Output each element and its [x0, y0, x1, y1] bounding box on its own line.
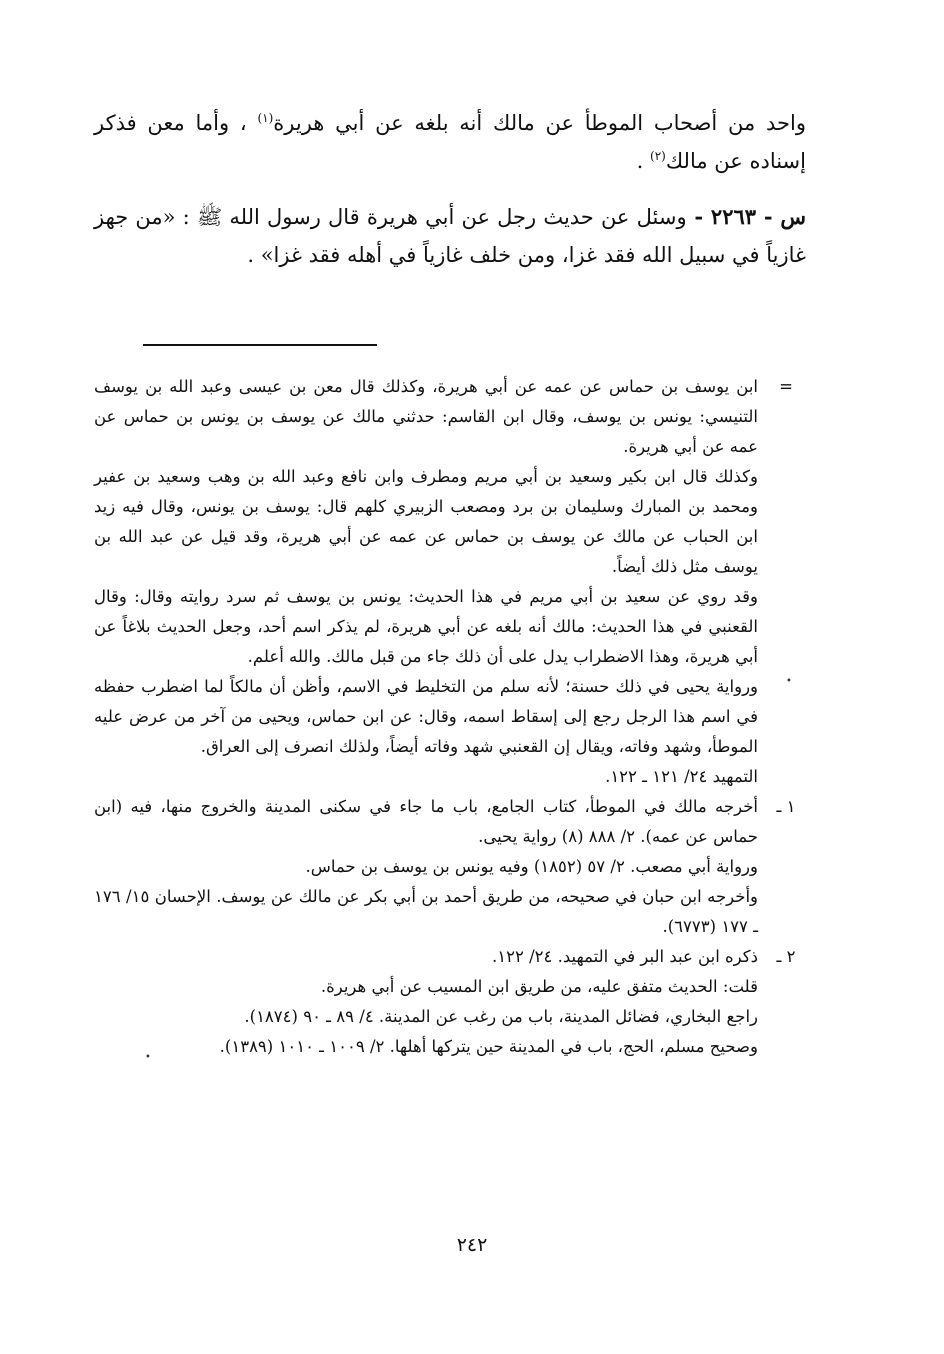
speck-mark: • [145, 1052, 151, 1063]
main-paragraph-1 [94, 104, 806, 180]
page-number: ٢٤٢ [456, 1234, 488, 1256]
footnote-2-marker: ٢ ـ [776, 947, 796, 966]
footnote-ref-1[interactable]: (١) [257, 111, 274, 125]
footnote-1-marker: ١ ـ [776, 797, 796, 816]
speck-mark: • [786, 676, 792, 687]
footnote-paragraph: وصحيح مسلم، الحج، باب في المدينة حين يتركها أهلها. ٢/ ١٠٠٩ ـ ١٠١٠ (١٣٨٩). [219, 1037, 758, 1056]
footnote-paragraph: ذكره ابن عبد البر في التمهيد. ٢٤/ ١٢٢. [492, 947, 758, 966]
footnote-paragraph: وأخرجه ابن حبان في صحيحه، من طريق أحمد بن أبي بكر عن مالك عن يوسف. الإحسان ١٥/ ١٧٦ ـ ١٧٧ (٦٧٧٣). [94, 887, 759, 936]
footnote-paragraph: وقد روي عن سعيد بن أبي مريم في هذا الحديث: يونس بن يوسف ثم سرد روايته وقال: وقال القعنبي في هذا الحديث: مالك أنه بلغه عن أبي هريرة، لم يذكر اسم أحد، وجعل الحديث بلاغاً عن أبي هريرة، وهذا الاضطراب يدل على أن ذلك جاء من قبل مالك. والله أعلم. [94, 587, 758, 666]
footnote-paragraph: وكذلك قال ابن بكير وسعيد بن أبي مريم ومطرف وابن نافع وعبد الله بن وهب وسعيد بن عفير ومحمد بن المبارك وسليمان بن برد ومصعب الزبيري كلهم قال: يوسف بن يونس، وقال فيه زيد ابن الحباب عن مالك عن يوسف بن حماس عن عمه عن أبي هريرة، وقد قيل عن عبد الله بن يوسف مثل ذلك أيضاً. [94, 467, 758, 576]
footnotes-section [94, 372, 806, 1062]
question-paragraph [94, 198, 806, 274]
para1-end: . [636, 149, 651, 173]
continuation-marker: = [779, 377, 793, 396]
footnote-paragraph: ابن يوسف بن حماس عن عمه عن أبي هريرة، وكذلك قال معن بن عيسى وعبد الله بن يوسف التنيسي: يونس بن يوسف، وقال ابن القاسم: حدثني مالك عن يوسف بن يونس بن حماس عن عمه عن أبي هريرة. [94, 377, 758, 456]
footnote-separator [143, 344, 377, 346]
footnote-ref-2[interactable]: (٢) [650, 149, 666, 163]
footnote-continuation [94, 372, 806, 792]
footnote-paragraph: التمهيد ٢٤/ ١٢١ ـ ١٢٢. [605, 767, 758, 786]
footnote-paragraph: قلت: الحديث متفق عليه، من طريق ابن المسيب عن أبي هريرة. [320, 977, 758, 996]
footnote-paragraph: ورواية أبي مصعب. ٢/ ٥٧ (١٨٥٢) وفيه يونس بن يوسف بن حماس. [305, 857, 758, 876]
footnote-2 [94, 942, 806, 1062]
para1-text: واحد من أصحاب الموطأ عن مالك أنه بلغه عن أبي هريرة [273, 111, 806, 135]
footnote-paragraph: راجع البخاري، فضائل المدينة، باب من رغب عن المدينة. ٤/ ٨٩ ـ ٩٠ (١٨٧٤). [244, 1007, 758, 1026]
footnote-paragraph: أخرجه مالك في الموطأ، كتاب الجامع، باب ما جاء في سكنى المدينة والخروج منها، فيه (ابن حماس عن عمه). ٢/ ٨٨٨ (٨) رواية يحيى. [94, 797, 758, 846]
footnote-paragraph: ورواية يحيى في ذلك حسنة؛ لأنه سلم من التخليط في الاسم، وأظن أن مالكاً لما اضطرب حفظه في اسم هذا الرجل رجع إلى إسقاط اسمه، وقال: عن ابن حماس، ويحيى من آخر من عرض عليه الموطأ، وشهد وفاته، ويقال إن القعنبي شهد وفاته أيضاً، ولذلك انصرف إلى العراق. [94, 677, 758, 756]
footnote-1 [94, 792, 806, 942]
question-number: س - ٢٢٦٣ - [686, 204, 806, 229]
para1-text-2: ، وأما معن فذكر إسناده عن مالك [94, 111, 806, 173]
question-text: وسئل عن حديث رجل عن أبي هريرة قال رسول الله ﷺ : «من جهز غازياً في سبيل الله فقد غزا، ومن خلف غازياً في أهله فقد غزا» . [94, 205, 806, 267]
main-text [94, 104, 806, 274]
